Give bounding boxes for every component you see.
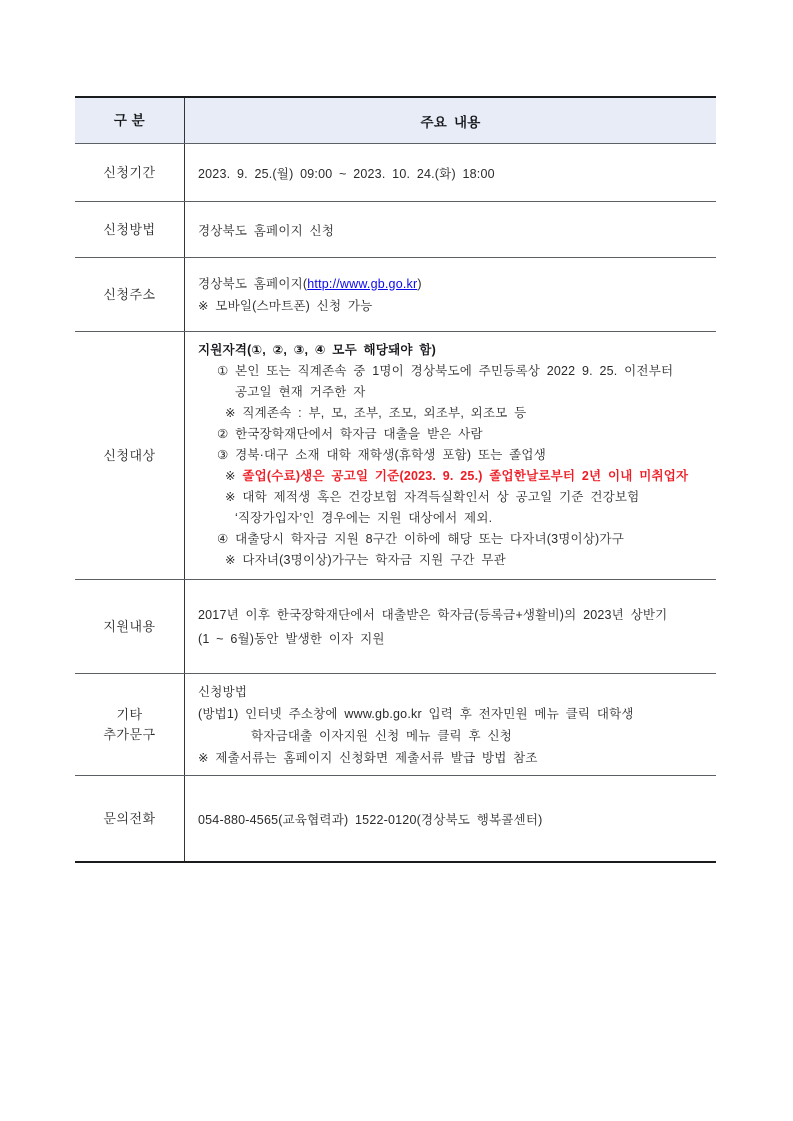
content-line [198, 487, 708, 508]
table-body [75, 144, 716, 861]
header-content-label: 주요 내용 [420, 114, 481, 130]
text-segment: ※ [225, 469, 243, 483]
row-label-line: 기타 [116, 706, 143, 722]
row-content [185, 258, 716, 331]
text-segment: ③ 경북·대구 소재 대학 재학생(휴학생 포함) 또는 졸업생 [217, 448, 546, 462]
content-line [198, 221, 708, 239]
text-segment: ④ 대출당시 학자금 지원 8구간 이하에 해당 또는 다자녀(3명이상)가구 [217, 532, 624, 546]
text-segment: 졸업(수료)생은 공고일 기준(2023. 9. 25.) 졸업한날로부터 2년 이내 미취업자 [242, 469, 689, 483]
content-line [198, 627, 708, 651]
table-row-apply-method [75, 202, 716, 258]
row-content [185, 776, 716, 861]
text-segment: 학자금대출 이자지원 신청 메뉴 클릭 후 신청 [251, 728, 512, 743]
content-line [198, 508, 708, 529]
text-segment: ) [417, 276, 422, 291]
homepage-link[interactable]: http://www.gb.go.kr [307, 276, 418, 291]
content-line [198, 273, 708, 295]
content-line [198, 382, 708, 403]
content-line [198, 550, 708, 571]
content-line [198, 340, 708, 361]
content-line [198, 529, 708, 550]
text-segment: 신청방법 [198, 684, 248, 699]
text-segment: ‘직장가입자’인 경우에는 지원 대상에서 제외. [235, 511, 493, 525]
row-label-line: 문의전화 [103, 810, 156, 826]
text-segment: 공고일 현재 거주한 자 [235, 385, 366, 399]
text-segment: ※ 제출서류는 홈페이지 신청화면 제출서류 발급 방법 참조 [198, 750, 538, 765]
content-line [198, 747, 708, 769]
header-cell-category [75, 98, 185, 143]
text-segment: 지원자격(①, ②, ③, ④ 모두 해당돼야 함) [198, 343, 436, 357]
content-line [198, 361, 708, 382]
text-segment: ※ 대학 제적생 혹은 건강보험 자격득실확인서 상 공고일 기준 건강보험 [225, 490, 640, 504]
table-row-support-content [75, 580, 716, 674]
row-label [75, 776, 185, 861]
text-segment: ※ 직계존속 : 부, 모, 조부, 조모, 외조부, 외조모 등 [225, 406, 527, 420]
row-label-line: 신청방법 [103, 221, 156, 237]
text-segment: 2023. 9. 25.(월) 09:00 ~ 2023. 10. 24.(화) 18:00 [198, 166, 495, 181]
row-label-line: 신청주소 [103, 286, 156, 302]
row-label [75, 144, 185, 201]
text-segment: ※ 모바일(스마트폰) 신청 가능 [198, 298, 373, 313]
row-label [75, 202, 185, 257]
notice-table [75, 96, 716, 863]
content-line [198, 725, 708, 747]
row-label [75, 332, 185, 579]
content-line [198, 295, 708, 317]
content-line [198, 703, 708, 725]
text-segment: 054-880-4565(교육협력과) 1522-0120(경상북도 행복콜센터) [198, 812, 543, 827]
table-header-row [75, 98, 716, 144]
row-label-line: 신청대상 [103, 447, 156, 463]
row-content [185, 332, 716, 579]
text-segment: 경상북도 홈페이지( [198, 276, 308, 291]
row-label [75, 674, 185, 775]
content-line [198, 164, 708, 182]
table-row-apply-target [75, 332, 716, 580]
table-row-apply-period [75, 144, 716, 202]
content-line [198, 681, 708, 703]
header-category-label: 구 분 [113, 112, 146, 128]
row-content [185, 144, 716, 201]
content-line [198, 445, 708, 466]
content-line [198, 403, 708, 424]
row-label-line: 지원내용 [103, 618, 156, 634]
header-cell-content [185, 98, 716, 143]
row-label [75, 580, 185, 673]
content-line [198, 810, 708, 828]
content-line [198, 424, 708, 445]
row-label-line: 추가문구 [103, 726, 156, 742]
text-segment: 2017년 이후 한국장학재단에서 대출받은 학자금(등록금+생활비)의 2023년 상반기 [198, 607, 668, 622]
table-row-inquiry-phone [75, 776, 716, 861]
row-content [185, 202, 716, 257]
row-label-line: 신청기간 [103, 164, 156, 180]
table-row-etc-additional [75, 674, 716, 776]
text-segment: 경상북도 홈페이지 신청 [198, 223, 335, 238]
content-line [198, 466, 708, 487]
row-content [185, 580, 716, 673]
text-segment: ② 한국장학재단에서 학자금 대출을 받은 사람 [217, 427, 483, 441]
text-segment: (1 ~ 6월)동안 발생한 이자 지원 [198, 631, 385, 646]
table-row-apply-address [75, 258, 716, 332]
text-segment: ① 본인 또는 직계존속 중 1명이 경상북도에 주민등록상 2022 9. 25. 이전부터 [217, 364, 674, 378]
row-label [75, 258, 185, 331]
row-content [185, 674, 716, 775]
text-segment: (방법1) 인터넷 주소창에 www.gb.go.kr 입력 후 전자민원 메뉴 클릭 대학생 [198, 706, 634, 721]
content-line [198, 603, 708, 627]
text-segment: ※ 다자녀(3명이상)가구는 학자금 지원 구간 무관 [225, 553, 506, 567]
